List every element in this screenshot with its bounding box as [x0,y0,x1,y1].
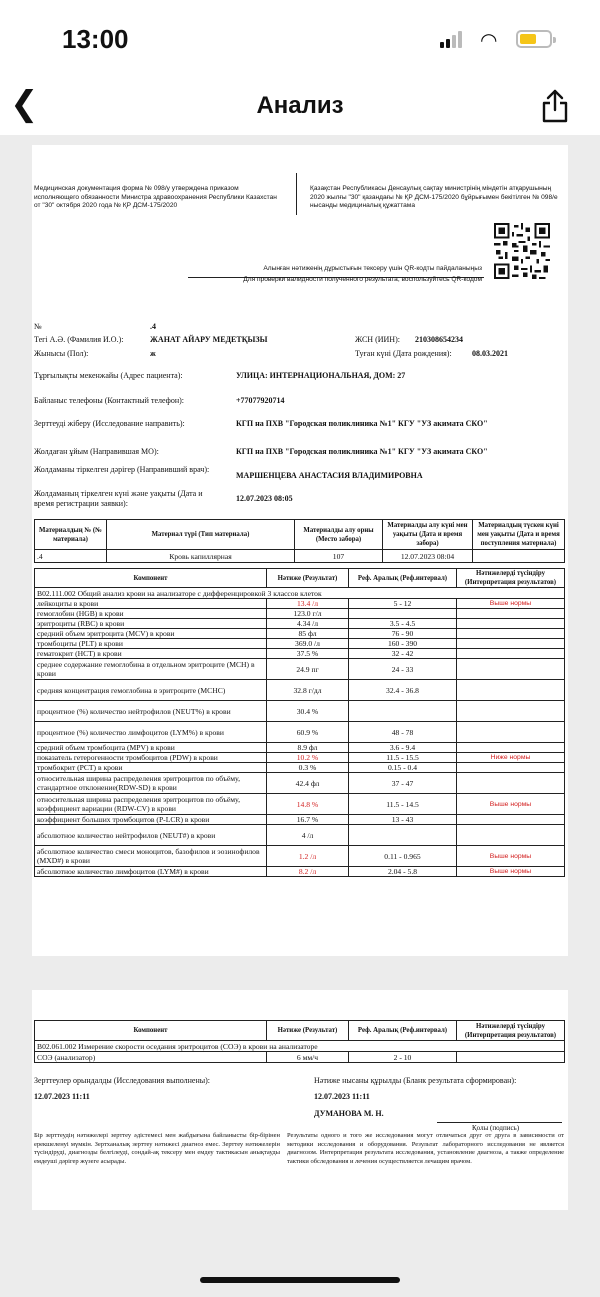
component-cell: лейкоциты в крови [35,599,267,609]
table-row [35,743,565,753]
material-header-cell: Материалдың № (№ материала) [35,520,107,550]
formed-label: Нәтиже нысаны құрылды (Бланк результата сформирован): [314,1076,517,1085]
mo-value: КГП на ПХВ "Городская поликлиника №1" КГУ "УЗ акимата СКО" [236,447,488,456]
home-indicator[interactable] [200,1277,400,1283]
interp-cell [457,743,565,753]
dob-value: 08.03.2021 [472,349,508,358]
interp-cell [457,701,565,722]
interp-cell [457,629,565,639]
component-cell: относительная ширина распределения эритроцитов по объёму, коэффициент вариации (RDW-CV) в крови [35,794,267,815]
result-cell: 13.4 /л [267,599,349,609]
mo-label: Жолдаған ұйым (Направившая МО): [34,447,159,456]
doctor-value: МАРШЕНЦЕВА АНАСТАСИЯ ВЛАДИМИРОВНА [236,471,423,480]
table-row [35,619,565,629]
component-cell: тромбокрит (PCT) в крови [35,763,267,773]
interp-cell [457,619,565,629]
results-body [35,599,565,877]
share-icon[interactable] [540,88,570,124]
component-cell: среднее содержание гемоглобина в отдельном эритроците (MCH) в крови [35,659,267,680]
result-cell: 4 /л [267,825,349,846]
result-cell: 24.9 пг [267,659,349,680]
document-page-2[interactable] [32,990,568,1210]
material-cell: 107 [295,550,383,563]
ref-cell: 76 - 90 [349,629,457,639]
interp-cell [457,649,565,659]
result-cell: 14.8 % [267,794,349,815]
document-page-1[interactable] [32,145,568,956]
table-row [35,753,565,763]
interp-cell: Ниже нормы [457,753,565,763]
lab-label: Зерттеуді жіберу (Исследование направить): [34,419,185,428]
component-cell: гематокрит (HCT) в крови [35,649,267,659]
ref-cell: 24 - 33 [349,659,457,680]
signer-name: ДУМАНОВА М. Н. [314,1109,384,1118]
results-header-cell: Реф. Аралық (Реф.интервал) [349,569,457,588]
ref-cell: 32 - 42 [349,649,457,659]
nav-bar [0,80,600,135]
result-cell: 8.2 /л [267,867,349,877]
sex-label: Жынысы (Пол): [34,349,89,358]
done-label: Зерттеулер орындалды (Исследования выполнены): [34,1076,210,1085]
material-header-cell: Материалды алу күні мен уақыты (Дата и время забора) [383,520,473,550]
iin-value: 210308654234 [415,335,463,344]
esr-header-cell: Реф. Аралық (Реф.интервал) [349,1021,457,1041]
table-row [35,867,565,877]
component-cell: относительная ширина распределения эритроцитов по объёму, стандартное отклонение(RDW-SD) в крови [35,773,267,794]
result-cell: 4.34 /л [267,619,349,629]
address-label: Тұрғылықты мекенжайы (Адрес пациента): [34,371,183,380]
interp-cell [457,680,565,701]
number-label: № [34,322,42,331]
results-section-title: B02.111.002 Общий анализ крови на анализаторе с дифференцировкой 3 классов клеток [35,588,565,599]
back-chevron-icon[interactable]: ❮ [10,84,39,124]
ref-cell [349,609,457,619]
ref-cell: 13 - 43 [349,815,457,825]
result-cell: 1.2 /л [267,846,349,867]
result-cell: 30.4 % [267,701,349,722]
dob-label: Туған күні (Дата рождения): [355,349,452,358]
table-row [35,599,565,609]
interp-cell [457,722,565,743]
regdate-label: Жолдаманың тіркелген күні және уақыты (Дата и время регистрации заявки): [34,489,203,508]
component-cell: средняя концентрация гемоглобина в эритроците (MCHC) [35,680,267,701]
component-cell: коэффициент больших тромбоцитов (P-LCR) в крови [35,815,267,825]
iin-label: ЖСН (ИИН): [355,335,400,344]
sex-value: ж [150,349,156,358]
ref-cell: 32.4 - 36.8 [349,680,457,701]
number-value: .4 [150,322,156,331]
qr-note-kz: Алынған нәтиженің дұрыстығын тексеру үшін QR-кодты пайдаланыңыз [263,265,482,272]
component-cell: тромбоциты (PLT) в крови [35,639,267,649]
esr-header-cell: Нәтижелерді түсіндіру (Интерпретация результатов) [457,1021,565,1041]
interp-cell: Выше нормы [457,846,565,867]
component-cell: процентное (%) количество нейтрофилов (NEUT%) в крови [35,701,267,722]
interp-cell [457,815,565,825]
esr-header-cell: Компонент [35,1021,267,1041]
result-cell: 60.9 % [267,722,349,743]
component-cell: абсолютное количество смеси моноцитов, базофилов и эозинофилов (MXD#) в крови [35,846,267,867]
interp-cell [457,763,565,773]
esr-component-cell: СОЭ (анализатор) [35,1052,267,1063]
header-right: Қазақстан Республикасы Денсаулық сақтау министрінің міндетін атқарушының 2020 жылғы "30" қазандағы № ҚР ДСМ-175/2020 бұйрығымен бекітілген № 098/е нысанды медициналық құжаттама [310,185,558,209]
component-cell: гемоглобин (HGB) в крови [35,609,267,619]
result-cell: 16.7 % [267,815,349,825]
disclaimer-ru: Результаты одного и того же исследования могут отличаться друг от друга в зависимости от методики исследования и оборудования. Результат лабораторного исследования не является диагнозом. Интерпретация результата исследования, установление диагноза, а также определение тактики обследования и лечения осуществляется лечащим врачом. [287,1132,564,1165]
component-cell: процентное (%) количество лимфоцитов (LYM%) в крови [35,722,267,743]
regdate-value: 12.07.2023 08:05 [236,494,293,503]
table-row [35,722,565,743]
table-row [35,629,565,639]
address-value: УЛИЦА: ИНТЕРНАЦИОНАЛЬНАЯ, ДОМ: 27 [236,371,406,380]
ref-cell: 3.6 - 9.4 [349,743,457,753]
wifi-icon: ◠ [480,28,498,52]
phone-label: Байланыс телефоны (Контактный телефон): [34,396,184,405]
table-row [35,846,565,867]
qr-code [494,223,550,279]
interp-cell [457,659,565,680]
table-row [35,649,565,659]
material-cell: .4 [35,550,107,563]
qr-note-ru: Для проверки валидности полученного результата, воспользуйтесь QR-кодом [243,276,482,283]
result-cell: 0.3 % [267,763,349,773]
interp-cell [457,825,565,846]
component-cell: показатель гетерогенности тромбоцитов (PDW) в крови [35,753,267,763]
results-header-cell: Нәтиже (Результат) [267,569,349,588]
ref-cell: 2.04 - 5.8 [349,867,457,877]
result-cell: 10.2 % [267,753,349,763]
component-cell: эритроциты (RBC) в крови [35,619,267,629]
ref-cell: 48 - 78 [349,722,457,743]
done-value: 12.07.2023 11:11 [34,1092,90,1101]
signature-label: Қолы (подпись) [472,1124,520,1132]
material-header-cell: Материалдың түскен күні мен уақыты (Дата и время поступления материала) [473,520,565,550]
header-divider [296,173,297,215]
phone-value: +77077920714 [236,396,285,405]
name-value: ЖАНАТ АЙАРУ МЕДЕТҚЫЗЫ [150,335,268,344]
material-cell: Кровь капиллярная [107,550,295,563]
component-cell: средний объем тромбоцита (MPV) в крови [35,743,267,753]
ref-cell: 160 - 390 [349,639,457,649]
component-cell: абсолютное количество лимфоцитов (LYM#) в крови [35,867,267,877]
lab-value: КГП на ПХВ "Городская поликлиника №1" КГУ "УЗ акимата СКО" [236,419,488,428]
ref-cell: 3.5 - 4.5 [349,619,457,629]
material-cell [473,550,565,563]
result-cell: 42.4 фл [267,773,349,794]
results-table [34,568,565,877]
material-header-cell: Материалды алу орны (Место забора) [295,520,383,550]
result-cell: 8.9 фл [267,743,349,753]
result-cell: 37.5 % [267,649,349,659]
component-cell: абсолютное количество нейтрофилов (NEUT#) в крови [35,825,267,846]
header-left: Медицинская документация форма № 098/у утверждена приказом исполняющего обязанности Министра здравоохранения Республики Казахстан от "30" октября 2020 года № ҚР ДСМ-175/2020 [34,185,277,209]
ref-cell [349,825,457,846]
result-cell: 85 фл [267,629,349,639]
interp-cell [457,773,565,794]
ref-cell: 0.11 - 0.965 [349,846,457,867]
interp-cell [457,639,565,649]
component-cell: средний объем эритроцита (MCV) в крови [35,629,267,639]
ref-cell: 11.5 - 14.5 [349,794,457,815]
esr-result-cell: 6 мм/ч [267,1052,349,1063]
doctor-label: Жолдаманы тіркелген дәрігер (Направивший врач): [34,465,210,474]
table-row [35,659,565,680]
name-label: Тегі А.Ә. (Фамилия И.О.): [34,335,124,344]
page-title: Анализ [256,92,344,119]
interp-cell: Выше нормы [457,599,565,609]
table-row [35,825,565,846]
signature-line [437,1122,562,1123]
esr-table [34,1020,565,1063]
battery-icon [516,30,552,48]
result-cell: 32.8 г/дл [267,680,349,701]
status-bar [0,0,600,80]
table-row [35,794,565,815]
esr-section-title: B02.061.002 Измерение скорости оседания эритроцитов (СОЭ) в крови на анализаторе [35,1041,565,1052]
result-cell: 369.0 /л [267,639,349,649]
disclaimer-kz: Бір зерттеудің нәтижелері зерттеу әдістемесі мен жабдығына байланысты бір-бірінен ерекшеленуі мүмкін. Зертханалық зерттеу нәтижесі диагноз емес. Зерттеу нәтижелерін түсіндіруді, диагнозды белгілеуді, сондай-ақ тексеру мен емдеу тактикасын анықтауды емдеуші дәрігер жүзеге асырады. [34,1132,280,1165]
table-row [35,763,565,773]
interp-cell [457,609,565,619]
status-time: 13:00 [62,24,129,54]
cellular-signal-icon [440,30,466,48]
ref-cell: 11.5 - 15.5 [349,753,457,763]
esr-ref-cell: 2 - 10 [349,1052,457,1063]
ref-cell: 0.15 - 0.4 [349,763,457,773]
result-cell: 123.0 г/л [267,609,349,619]
material-header-cell: Материал түрі (Тип материала) [107,520,295,550]
table-row [35,609,565,619]
interp-cell: Выше нормы [457,794,565,815]
esr-header-cell: Нәтиже (Результат) [267,1021,349,1041]
table-row [35,815,565,825]
results-header-cell: Компонент [35,569,267,588]
esr-interp-cell [457,1052,565,1063]
table-row [35,639,565,649]
formed-value: 12.07.2023 11:11 [314,1092,370,1101]
results-header-cell: Нәтижелерді түсіндіру (Интерпретация результатов) [457,569,565,588]
table-row [35,680,565,701]
ref-cell [349,701,457,722]
table-row [35,701,565,722]
ref-cell: 5 - 12 [349,599,457,609]
table-row [35,773,565,794]
material-table [34,519,565,563]
material-cell: 12.07.2023 08:04 [383,550,473,563]
ref-cell: 37 - 47 [349,773,457,794]
interp-cell: Выше нормы [457,867,565,877]
